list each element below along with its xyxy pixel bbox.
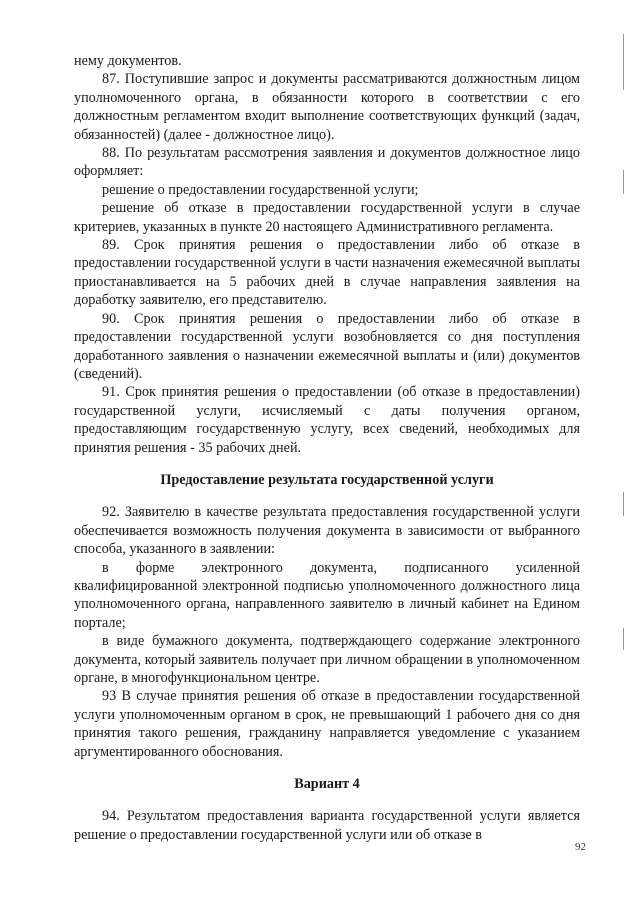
scan-edge-mark [623,492,624,516]
paragraph-88-item-1: решение о предоставлении государственной услуги; [102,181,419,198]
scan-edge-mark [623,170,624,194]
paragraph-94: 94. Результатом предоставления варианта государственной услуги является решение о предоставлении государственной услуги или об отказе в [74,808,580,843]
paragraph-87: 87. Поступившие запрос и документы рассматриваются должностным лицом уполномоченного органа, в обязанности которого в соответствии с его должностным регламентом входит выполнение соответствующих функций (задач, обязанностей) (далее - должностное лицо). [74,71,580,143]
section-heading-variant-4: Вариант 4 [294,776,360,793]
paragraph-88: 88. По результатам рассмотрения заявления и документов должностное лицо оформляет: [74,145,580,180]
paragraph-continuation: нему документов. [74,53,182,69]
section-heading-result: Предоставление результата государственной услуги [160,471,494,488]
paragraph-91: 91. Срок принятия решения о предоставлении (об отказе в предоставлении) государственной услуги, исчисляемый с даты получения органом, предоставляющим государственную услугу, всех сведений, необходимых для принятия решения - 35 рабочих дней. [74,384,580,456]
document-body [74,52,580,844]
scan-edge-mark [623,34,624,90]
paragraph-89: 89. Срок принятия решения о предоставлении либо об отказе в предоставлении государственной услуги в части назначения ежемесячной выплаты приостанавливается на 5 рабочих дней в случае направления заявления на доработку заявителю, его представителю. [74,237,580,309]
paragraph-92: 92. Заявителю в качестве результата предоставления государственной услуги обеспечивается возможность получения документа в зависимости от выбранного способа, указанного в заявлении: [74,504,580,558]
paragraph-92-item-2: в виде бумажного документа, подтверждающего содержание электронного документа, который заявитель получает при личном обращении в уполномоченном органе, в многофункциональном центре. [74,633,580,686]
paragraph-92-item-1: в форме электронного документа, подписанного усиленной квалифицированной электронной подписью уполномоченного должностного лица уполномоченного органа, направленного заявителю в личный кабинет на Едином портале; [74,559,580,631]
page-number: 92 [575,841,586,853]
paragraph-88-item-2: решение об отказе в предоставлении государственной услуги в случае критериев, указанных в пункте 20 настоящего Административного регламента. [74,200,580,235]
scan-edge-mark [623,628,624,650]
paragraph-93: 93 В случае принятия решения об отказе в предоставлении государственной услуги уполномоченным органом в срок, не превышающий 1 рабочего дня со дня принятия такого решения, гражданину направляется уведомление с указанием аргументированного обоснования. [74,688,580,760]
paragraph-90: 90. Срок принятия решения о предоставлении либо об отказе в предоставлении государственной услуги возобновляется со дня поступления доработанного заявления о назначении ежемесячной выплаты и (или) документов (сведений). [74,310,580,382]
